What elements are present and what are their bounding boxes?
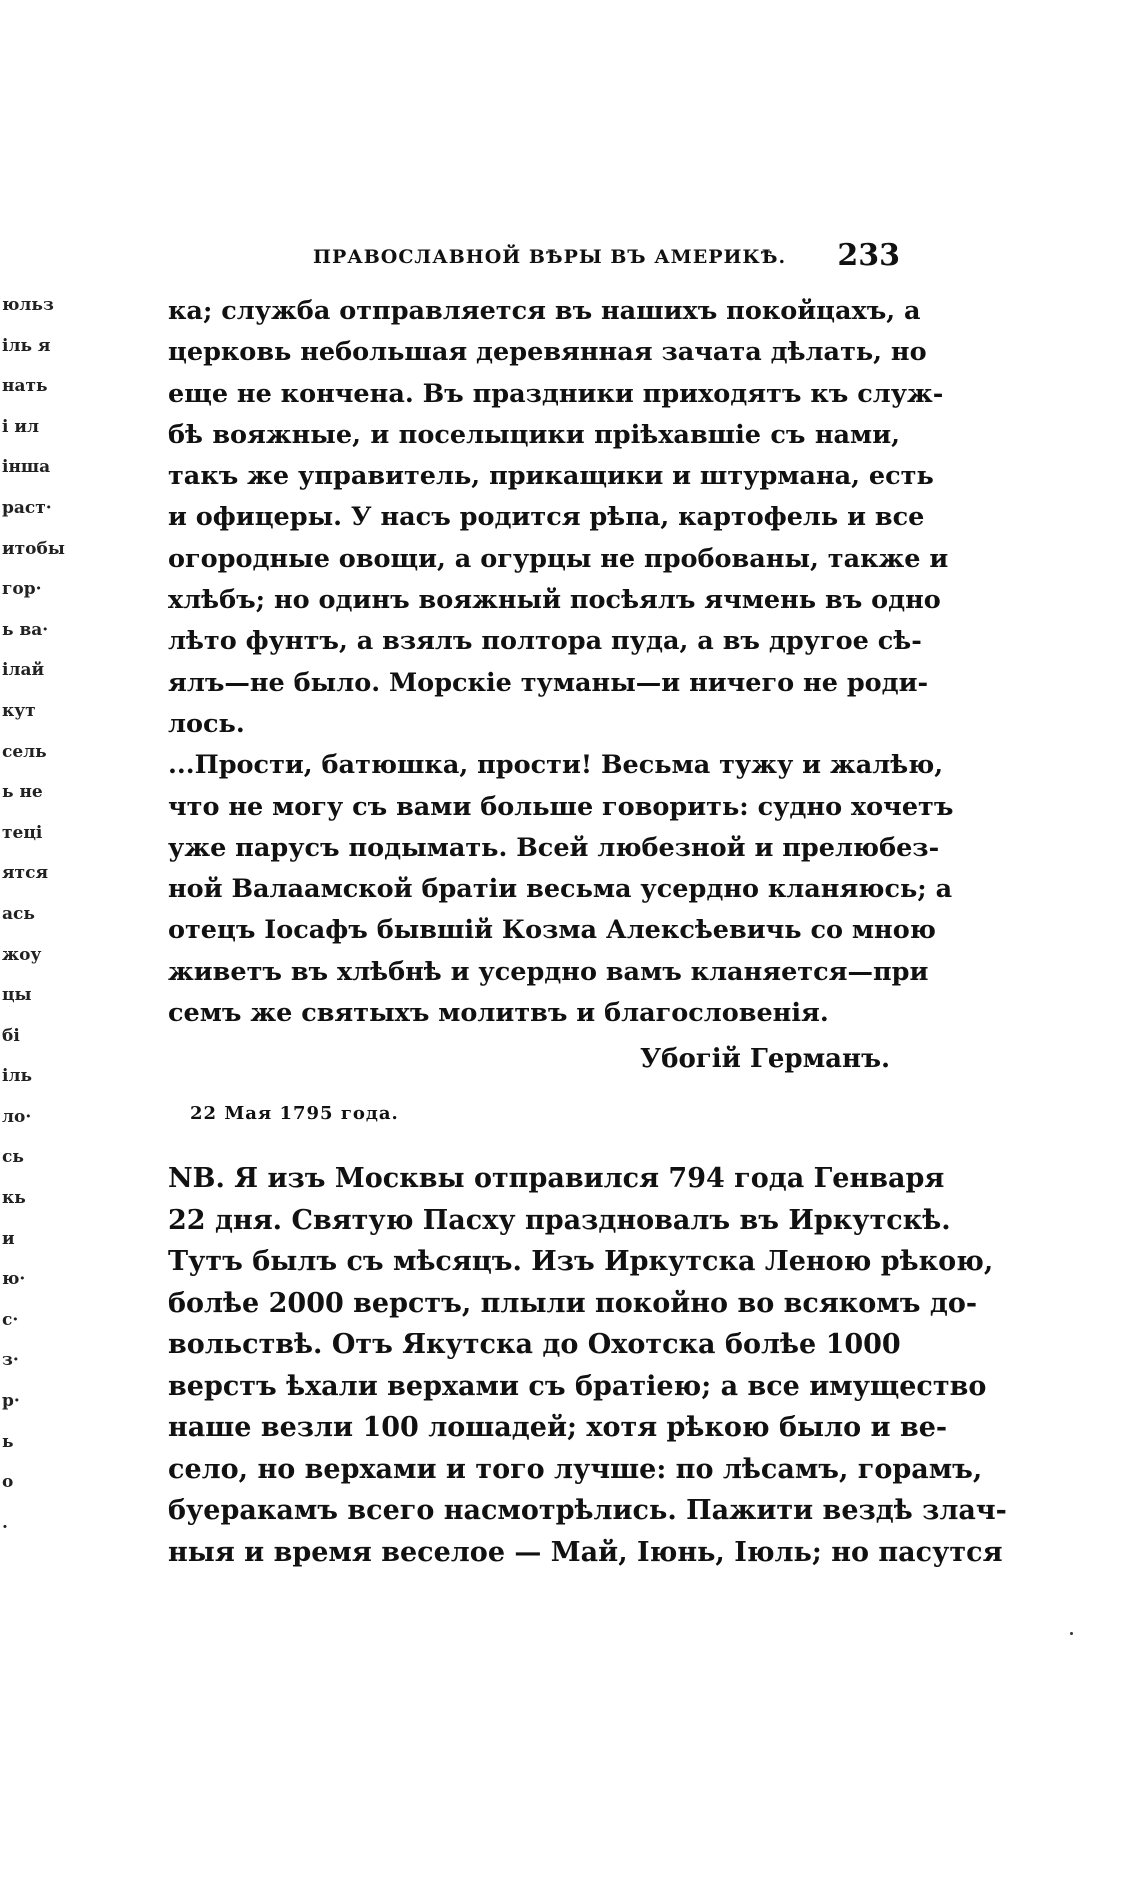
margin-fragment: . bbox=[2, 1512, 8, 1533]
margin-fragment: ь bbox=[2, 1431, 14, 1452]
text-line: ной Валаамской братіи весьма усердно кланяюсь; а bbox=[168, 874, 953, 905]
letter-body bbox=[168, 291, 954, 1034]
margin-fragment: з· bbox=[2, 1350, 19, 1371]
text-line: вольствѣ. Отъ Якутска до Охотска болѣе 1000 bbox=[168, 1329, 901, 1360]
margin-fragment: ю· bbox=[2, 1269, 26, 1290]
margin-fragment: ась bbox=[2, 903, 35, 924]
text-line: верстъ ѣхали верхами съ братіею; а все имущество bbox=[168, 1370, 987, 1402]
margin-fragment: раст· bbox=[2, 497, 52, 518]
margin-fragment: жоу bbox=[2, 944, 42, 965]
adjacent-page-margin-fragments bbox=[2, 285, 65, 1543]
margin-fragment: теці bbox=[2, 822, 43, 843]
text-line: 22 дня. Святую Пасху праздновалъ въ Иркутскѣ. bbox=[168, 1204, 951, 1236]
text-line: огородные овощи, а огурцы не пробованы, также и bbox=[168, 543, 949, 574]
text-line: семъ же святыхъ молитвъ и благословенія. bbox=[168, 998, 829, 1029]
margin-fragment: и bbox=[2, 1228, 15, 1249]
margin-fragment: сь bbox=[2, 1147, 24, 1168]
margin-fragment: інша bbox=[2, 457, 51, 478]
margin-fragment: ь не bbox=[2, 782, 43, 803]
text-line: бѣ вояжные, и поселыцики пріѣхавшіе съ нами, bbox=[168, 419, 900, 450]
letter-date: 22 Мая 1795 года. bbox=[190, 1103, 399, 1124]
text-line: хлѣбъ; но одинъ вояжный посѣялъ ячмень въ одно bbox=[168, 585, 941, 616]
margin-fragment: іль я bbox=[2, 335, 51, 356]
margin-fragment: гор· bbox=[2, 579, 42, 600]
margin-fragment: сель bbox=[2, 741, 47, 762]
margin-fragment: кут bbox=[2, 700, 36, 721]
text-line: ялъ—не было. Морскіе туманы—и ничего не роди- bbox=[168, 667, 929, 698]
text-line: болѣе 2000 верстъ, плыли покойно во всякомъ до- bbox=[168, 1287, 978, 1319]
margin-fragment: нать bbox=[2, 376, 48, 397]
margin-fragment: бі bbox=[2, 1025, 20, 1046]
margin-fragment: цы bbox=[2, 985, 32, 1006]
text-line: лѣто фунтъ, а взялъ полтора пуда, а въ другое сѣ- bbox=[168, 626, 922, 657]
text-line: живетъ въ хлѣбнѣ и усердно вамъ кланяется—при bbox=[168, 956, 929, 987]
margin-fragment: і ил bbox=[2, 416, 39, 437]
text-line: ...Прости, батюшка, прости! Весьма тужу и жалѣю, bbox=[168, 750, 944, 781]
margin-fragment: ь ва· bbox=[2, 619, 49, 640]
text-line: церковь небольшая деревянная зачата дѣлать, но bbox=[168, 337, 927, 368]
page-header bbox=[168, 238, 900, 278]
text-line: ка; служба отправляется въ нашихъ покойцахъ, а bbox=[168, 296, 921, 326]
margin-fragment: ілай bbox=[2, 660, 45, 681]
text-line: отецъ Іосафъ бывшій Козма Алексѣевичь со мною bbox=[168, 915, 936, 946]
text-line: Тутъ былъ съ мѣсяцъ. Изъ Иркутска Леною рѣкою, bbox=[168, 1246, 994, 1277]
text-line: NB. Я изъ Москвы отправился 794 года Генваря bbox=[168, 1163, 945, 1194]
nb-note bbox=[168, 1158, 1007, 1573]
text-line: что не могу съ вами больше говорить: судно хочетъ bbox=[168, 791, 954, 822]
text-line: лось. bbox=[168, 708, 245, 739]
margin-fragment: ло· bbox=[2, 1106, 32, 1127]
print-speck bbox=[1070, 1632, 1073, 1635]
text-line: буеракамъ всего насмотрѣлись. Пажити вездѣ злач- bbox=[168, 1495, 1007, 1526]
margin-fragment: ятся bbox=[2, 863, 49, 884]
margin-fragment: с· bbox=[2, 1309, 19, 1330]
running-head: ПРАВОСЛАВНОЙ ВѢРЫ ВЪ АМЕРИКѢ. bbox=[313, 246, 787, 268]
text-line: и офицеры. У насъ родится рѣпа, картофель и все bbox=[168, 502, 925, 533]
text-line: село, но верхами и того лучше: по лѣсамъ, горамъ, bbox=[168, 1453, 983, 1485]
text-line: уже парусъ подымать. Всей любезной и прелюбез- bbox=[168, 832, 940, 863]
text-line: такъ же управитель, прикащики и штурмана, есть bbox=[168, 461, 934, 492]
text-line: ныя и время веселое — Май, Іюнь, Іюль; но пасутся bbox=[168, 1536, 1003, 1568]
margin-fragment: юльз bbox=[2, 295, 54, 315]
text-line: наше везли 100 лошадей; хотя рѣкою было и ве- bbox=[168, 1412, 948, 1443]
page-number: 233 bbox=[837, 238, 900, 273]
text-line: еще не кончена. Въ праздники приходятъ къ служ- bbox=[168, 378, 944, 409]
margin-fragment: кь bbox=[2, 1188, 26, 1209]
margin-fragment: іль bbox=[2, 1066, 32, 1087]
margin-fragment: итобы bbox=[2, 538, 65, 559]
margin-fragment: о bbox=[2, 1472, 14, 1493]
margin-fragment: р· bbox=[2, 1391, 20, 1412]
signature: Убогій Германъ. bbox=[640, 1044, 891, 1074]
